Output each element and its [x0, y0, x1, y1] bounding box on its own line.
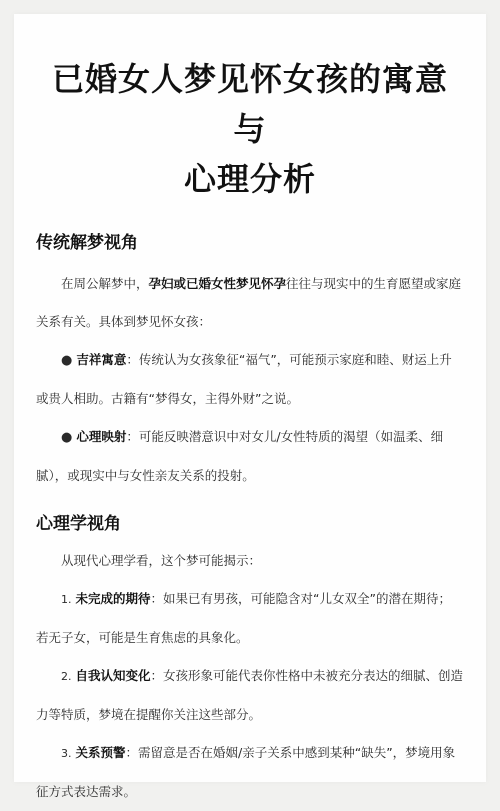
page-title	[36, 54, 464, 204]
article-card	[14, 14, 486, 799]
bullet-item	[36, 341, 464, 380]
section-heading-traditional: 传统解梦视角	[36, 233, 138, 253]
item-text-cont: 若无子女，可能是生育焦虑的具象化。	[36, 630, 249, 645]
numbered-item	[36, 734, 464, 773]
title-line-1: 已婚女人梦见怀女孩的寓意与	[51, 60, 448, 148]
bullet-text: ：可能反映潜意识中对女儿/女性特质的渴望（如温柔、细	[126, 429, 444, 444]
item-label: 未完成的期待	[75, 591, 151, 606]
bullet-text: ：传统认为女孩象征“福气”，可能预示家庭和睦、财运上升	[126, 352, 452, 367]
intro-post: 往往与现实中的生育愿望或家庭	[286, 276, 462, 291]
bullet-label: 吉祥寓意	[76, 352, 127, 367]
section1-intro	[36, 265, 464, 303]
item-number: 2.	[61, 670, 72, 683]
section2-intro: 从现代心理学看，这个梦可能揭示：	[61, 553, 262, 568]
item-label: 关系预警	[75, 745, 126, 760]
item-text: ：女孩形象可能代表你性格中未被充分表达的细腻、创造	[150, 668, 464, 683]
bullet-label: 心理映射	[76, 429, 127, 444]
intro-bold: 孕妇或已婚女性梦见怀孕	[148, 276, 287, 291]
section1-intro-cont: 关系有关。具体到梦见怀女孩：	[36, 314, 212, 329]
item-text: ：如果已有男孩，可能隐含对“儿女双全”的潜在期待；	[150, 591, 451, 606]
bullet-item	[36, 418, 464, 457]
item-text: ：需留意是否在婚姻/亲子关系中感到某种“缺失”，梦境用象	[125, 745, 456, 760]
bullet-dot-icon: ●	[61, 430, 73, 445]
item-label: 自我认知变化	[75, 668, 151, 683]
intro-pre: 在周公解梦中，	[61, 276, 149, 291]
title-line-2: 心理分析	[183, 160, 316, 198]
bullet-text-cont: 腻），或现实中与女性亲友关系的投射。	[36, 468, 255, 483]
numbered-item	[36, 580, 464, 619]
bullet-dot-icon: ●	[61, 353, 73, 368]
numbered-item	[36, 657, 464, 696]
section-heading-psychology: 心理学视角	[36, 514, 121, 534]
item-number: 1.	[61, 593, 72, 606]
bullet-text-cont: 或贵人相助。古籍有“梦得女，主得外财”之说。	[36, 391, 299, 406]
item-text-cont: 征方式表达需求。	[36, 784, 137, 799]
item-number: 3.	[61, 747, 72, 760]
item-text-cont: 力等特质，梦境在提醒你关注这些部分。	[36, 707, 262, 722]
